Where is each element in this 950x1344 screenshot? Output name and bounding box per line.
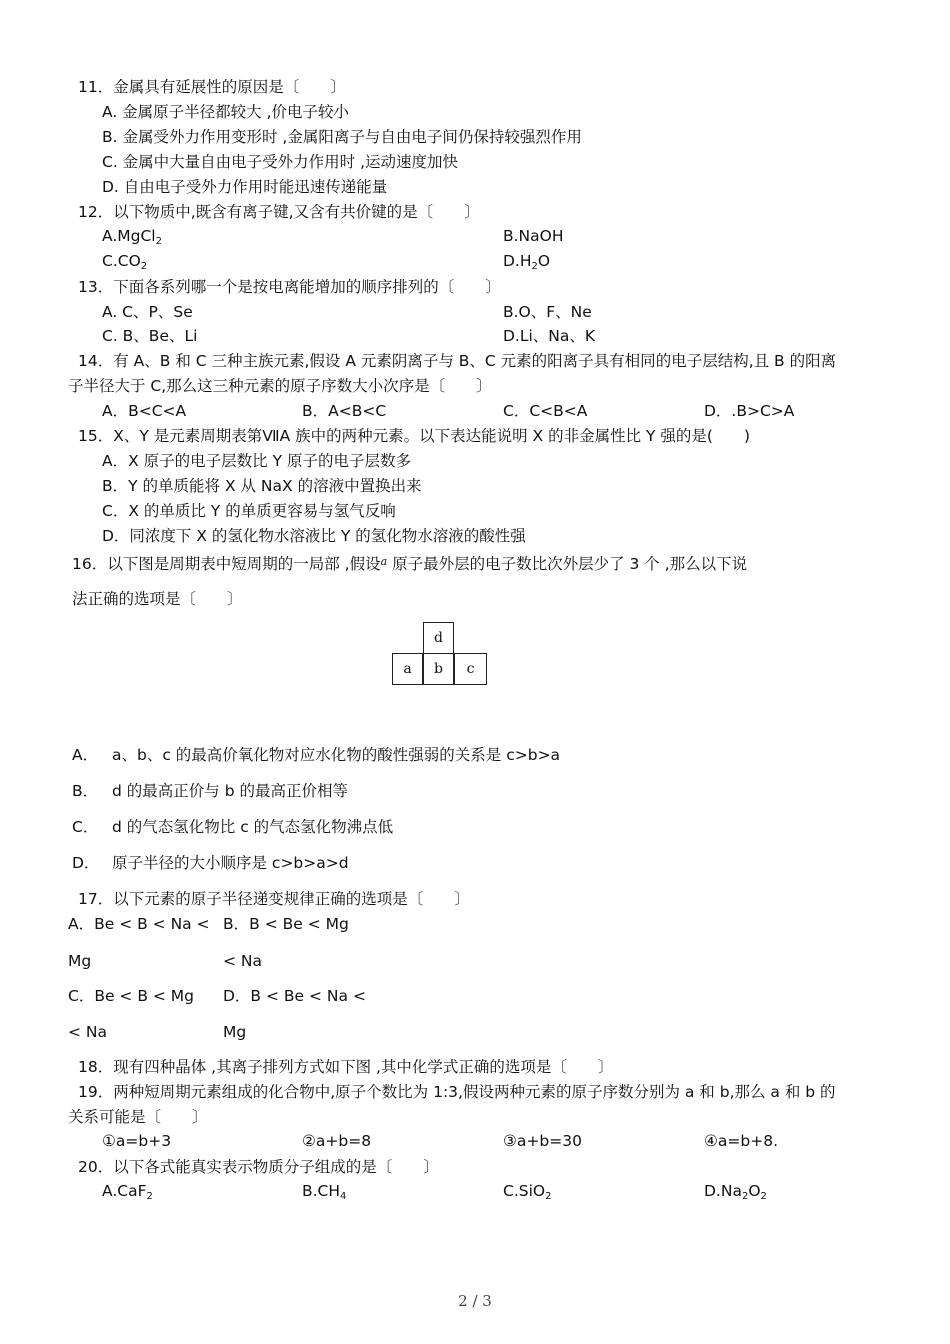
table-cell-c: c [454,653,487,685]
q15-stem: 15．X、Y 是元素周期表第ⅦA 族中的两种元素。以下表达能说明 X 的非金属性比 Y 强的是( ) [78,427,751,445]
q16-option-c-label: C． [72,818,99,836]
q17-option-c-line1: C．Be < B < Mg [68,987,195,1005]
q13-stem: 13．下面各系列哪一个是按电离能增加的顺序排列的〔 〕 [78,278,501,296]
q16-option-b: d 的最高正价与 b 的最高正价相等 [112,782,348,800]
q11-option-a: A. 金属原子半径都较大 ,价电子较小 [102,103,350,121]
q17-option-b-line2: < Na [223,952,263,970]
q20-option-c: C.SiO$_2$ [503,1182,552,1202]
q16-option-a: a、b、c 的最高价氧化物对应水化物的酸性强弱的关系是 c>b>a [112,746,561,764]
table-cell-b: b [423,653,454,685]
q13-option-b: B.O、F、Ne [503,303,592,321]
q16-var-a: a [380,555,388,568]
q13-option-d: D.Li、Na、K [503,327,596,345]
q16-option-c: d 的气态氢化物比 c 的气态氢化物沸点低 [112,818,394,836]
q17-option-b-line1: B．B < Be < Mg [223,915,349,933]
q14-option-a: A．B<C<A [102,402,187,420]
q12-option-a: A.MgCl$_2$ [102,227,162,247]
q19-option-c: ③a+b=30 [503,1132,582,1150]
q17-option-d-line1: D．B < Be < Na < [223,987,366,1005]
q17-option-a-line2: Mg [68,952,92,970]
q11-option-c: C. 金属中大量自由电子受外力作用时 ,运动速度加快 [102,153,459,171]
q15-option-d: D．同浓度下 X 的氢化物水溶液比 Y 的氢化物水溶液的酸性强 [102,527,526,545]
q13-option-a: A. C、P、Se [102,303,193,321]
q19-option-a: ①a=b+3 [102,1132,172,1150]
table-cell-d: d [423,622,454,654]
table-cell-a: a [392,653,423,685]
q11-option-d: D. 自由电子受外力作用时能迅速传递能量 [102,178,388,196]
q12-option-b: B.NaOH [503,227,564,245]
q16-stem-line2: 法正确的选项是〔 〕 [72,590,243,608]
q14-stem-line2: 子半径大于 C,那么这三种元素的原子序数大小次序是〔 〕 [68,377,492,395]
q20-option-b: $B.CH_4$ [302,1182,347,1202]
q18-stem: 18．现有四种晶体 ,其离子排列方式如下图 ,其中化学式正确的选项是〔 〕 [78,1058,614,1076]
q15-option-c: C．X 的单质比 Y 的单质更容易与氢气反响 [102,502,396,520]
q15-option-a: A．X 原子的电子层数比 Y 原子的电子层数多 [102,452,411,470]
q19-option-b: ②a+b=8 [302,1132,372,1150]
q19-option-d: ④a=b+8. [704,1132,778,1150]
q16-option-b-label: B． [72,782,99,800]
q20-option-a: A.CaF$_2$ [102,1182,153,1202]
q13-option-c: C. B、Be、Li [102,327,198,345]
q17-stem: 17．以下元素的原子半径递变规律正确的选项是〔 〕 [78,890,470,908]
q16-stem-line1: 16．以下图是周期表中短周期的一局部 ,假设$^a$ 原子最外层的电子数比次外层少了 3 个 ,那么以下说 [72,555,748,573]
q14-option-d: D．.B>C>A [704,402,795,420]
periodic-table-fragment [392,622,487,687]
q20-stem: 20．以下各式能真实表示物质分子组成的是〔 〕 [78,1158,439,1176]
q16-option-a-label: A． [72,746,99,764]
q20-option-d: $D.Na_2O_2$ [704,1182,767,1202]
q12-option-c: $C.CO_2$ [102,252,148,272]
q17-option-d-line2: Mg [223,1023,247,1041]
q16-option-d-label: D． [72,854,100,872]
page-number: 2 / 3 [458,1292,492,1310]
q19-stem-line2: 关系可能是〔 〕 [68,1108,208,1126]
q15-option-b: B．Y 的单质能将 X 从 NaX 的溶液中置换出来 [102,477,422,495]
q14-option-b: B．A<B<C [302,402,387,420]
q17-option-a-line1: A．Be < B < Na < [68,915,210,933]
q11-stem: 11．金属具有延展性的原因是〔 〕 [78,78,346,96]
q14-stem-line1: 14．有 A、B 和 C 三种主族元素,假设 A 元素阴离子与 B、C 元素的阳离子具有相同的电子层结构,且 B 的阳离 [78,352,837,370]
q11-option-b: B. 金属受外力作用变形时 ,金属阳离子与自由电子间仍保持较强烈作用 [102,128,582,146]
q17-option-c-line2: < Na [68,1023,108,1041]
q19-stem-line1: 19．两种短周期元素组成的化合物中,原子个数比为 1:3,假设两种元素的原子序数分别为 a 和 b,那么 a 和 b 的 [78,1083,836,1101]
q16-option-d: 原子半径的大小顺序是 c>b>a>d [112,854,349,872]
q12-stem: 12．以下物质中,既含有离子键,又含有共价键的是〔 〕 [78,203,480,221]
q14-option-c: C．C<B<A [503,402,588,420]
q12-option-d: $D.H_2O$ [503,252,551,272]
